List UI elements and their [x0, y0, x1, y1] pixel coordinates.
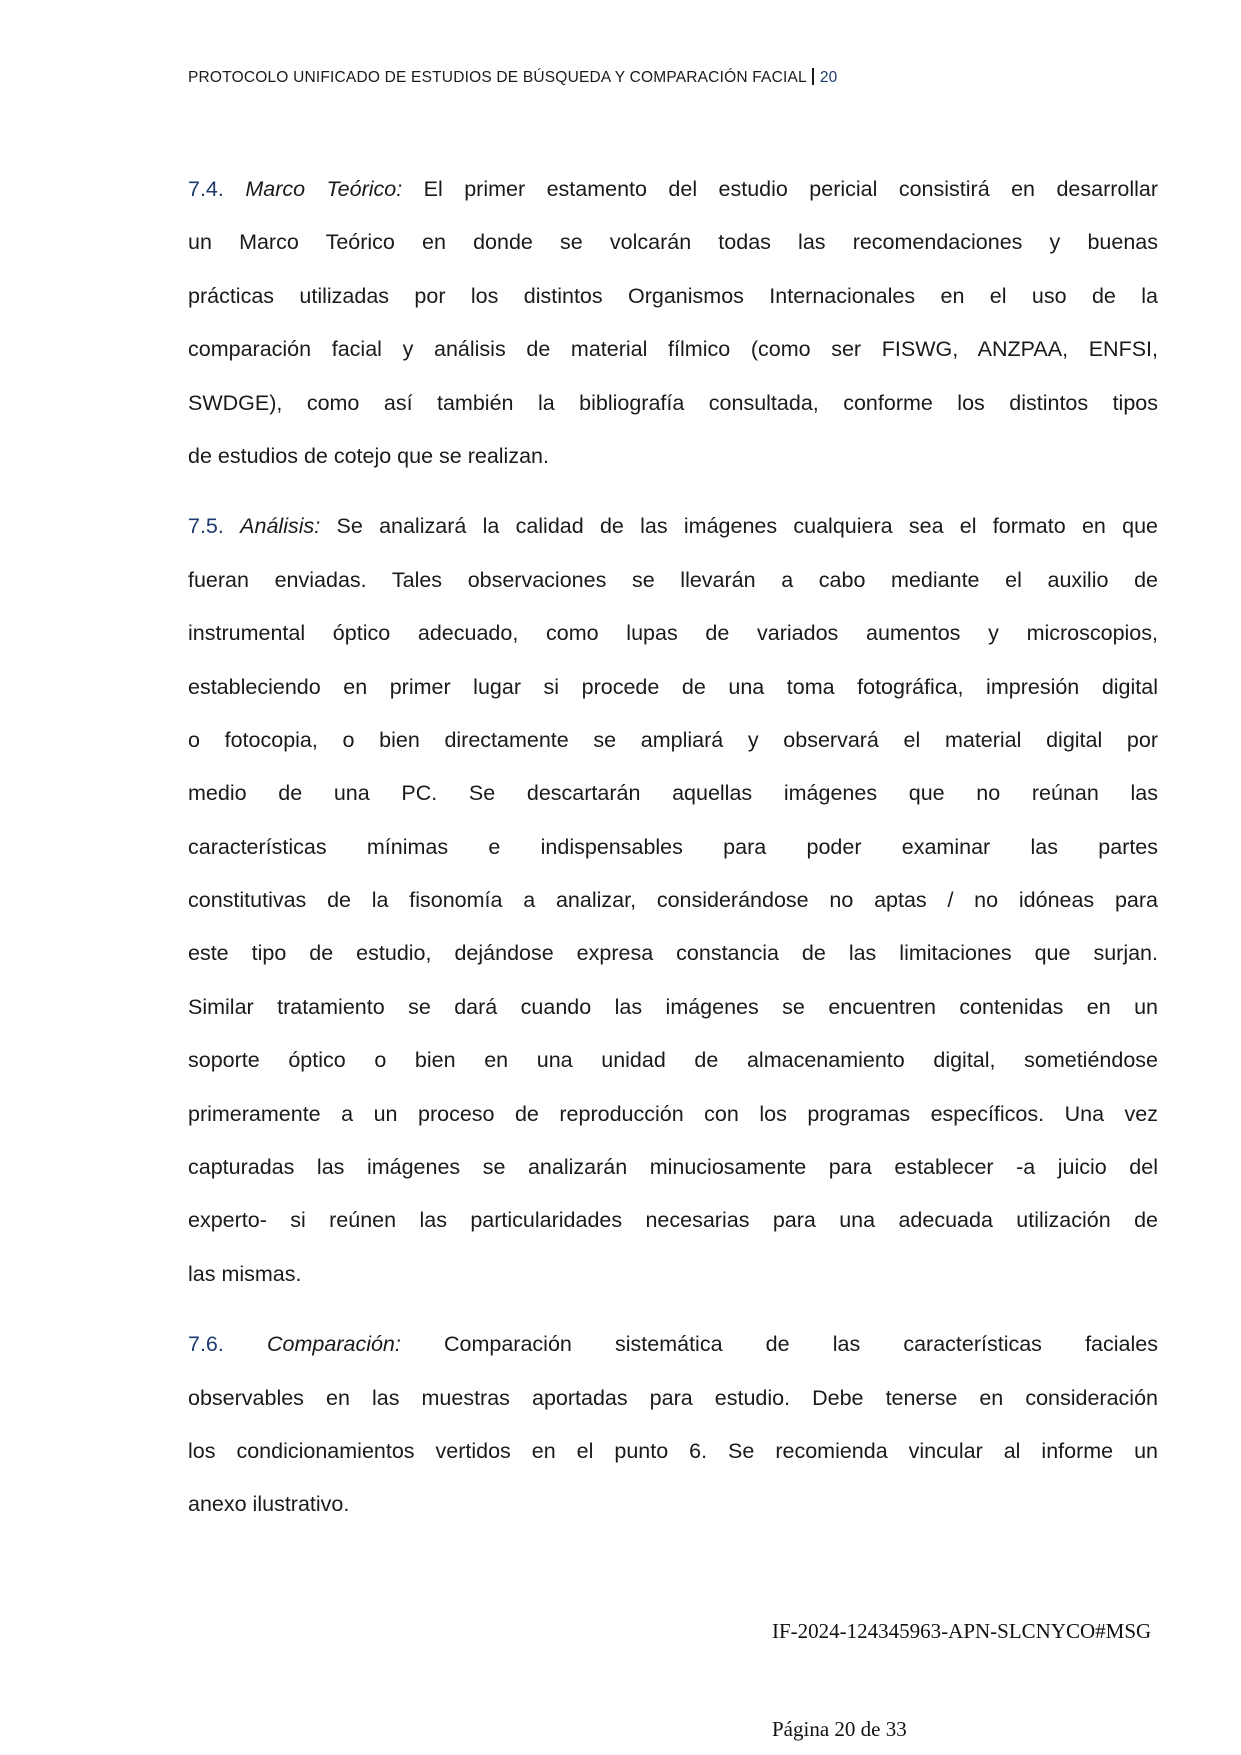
section-number: 7.5. — [188, 514, 224, 539]
text-line: Similar tratamiento se dará cuando las imágenes se encuentren contenidas en un — [188, 994, 1158, 1019]
text-line: SWDGE), como así también la bibliografía consultada, conforme los distintos tipos — [188, 390, 1158, 415]
text-line — [188, 1318, 1158, 1371]
section-paragraph — [188, 163, 1158, 483]
text-line: de estudios de cotejo que se realizan. — [188, 443, 549, 468]
text-line: comparación facial y análisis de material fílmico (como ser FISWG, ANZPAA, ENFSI, — [188, 337, 1158, 362]
section-paragraph — [188, 1318, 1158, 1532]
section-title: Análisis: — [240, 514, 321, 539]
text-line: medio de una PC. Se descartarán aquellas imágenes que no reúnan las — [188, 781, 1158, 806]
text-line: observables en las muestras aportadas para estudio. Debe tenerse en consideración — [188, 1385, 1158, 1410]
text-line: instrumental óptico adecuado, como lupas de variados aumentos y microscopios, — [188, 621, 1158, 646]
section-title: Comparación: — [267, 1332, 401, 1357]
section-title: Marco Teórico: — [245, 177, 403, 201]
line-text: El primer estamento del estudio pericial consistirá en desarrollar — [423, 177, 1159, 201]
text-line: soporte óptico o bien en una unidad de almacenamiento digital, sometiéndose — [188, 1048, 1158, 1073]
text-line: constitutivas de la fisonomía a analizar, considerándose no aptas / no idóneas para — [188, 888, 1158, 913]
header-title: PROTOCOLO UNIFICADO DE ESTUDIOS DE BÚSQUEDA Y COMPARACIÓN FACIAL — [188, 69, 807, 86]
section-number: 7.4. — [188, 177, 224, 201]
text-line — [188, 500, 1158, 553]
text-line: un Marco Teórico en donde se volcarán todas las recomendaciones y buenas — [188, 230, 1158, 255]
header-divider — [812, 68, 814, 85]
text-line: o fotocopia, o bien directamente se ampliará y observará el material digital por — [188, 727, 1158, 752]
document-body — [188, 163, 1158, 1549]
text-line: fueran enviadas. Tales observaciones se llevarán a cabo mediante el auxilio de — [188, 567, 1158, 592]
text-line: estableciendo en primer lugar si procede de una toma fotográfica, impresión digital — [188, 674, 1158, 699]
text-line — [188, 163, 1158, 216]
text-line: las mismas. — [188, 1261, 302, 1286]
section-paragraph — [188, 500, 1158, 1301]
text-line: características mínimas e indispensables para poder examinar las partes — [188, 834, 1158, 859]
document-id: IF-2024-124345963-APN-SLCNYCO#MSG — [772, 1619, 1152, 1643]
header-page-number: 20 — [819, 69, 838, 86]
text-line: prácticas utilizadas por los distintos Organismos Internacionales en el uso de la — [188, 283, 1158, 308]
text-line: anexo ilustrativo. — [188, 1492, 350, 1517]
line-text: Comparación sistemática de las características faciales — [444, 1332, 1158, 1357]
text-line: experto- si reúnen las particularidades necesarias para una adecuada utilización de — [188, 1208, 1158, 1233]
running-header — [188, 68, 838, 87]
page-info: Página 20 de 33 — [772, 1717, 907, 1741]
text-line: primeramente a un proceso de reproducción con los programas específicos. Una vez — [188, 1101, 1158, 1126]
text-line: capturadas las imágenes se analizarán minuciosamente para establecer -a juicio del — [188, 1155, 1158, 1180]
text-line: los condicionamientos vertidos en el punto 6. Se recomienda vincular al informe un — [188, 1438, 1158, 1463]
text-line: este tipo de estudio, dejándose expresa constancia de las limitaciones que surjan. — [188, 941, 1158, 966]
line-text: Se analizará la calidad de las imágenes cualquiera sea el formato en que — [336, 514, 1159, 539]
section-number: 7.6. — [188, 1332, 224, 1357]
